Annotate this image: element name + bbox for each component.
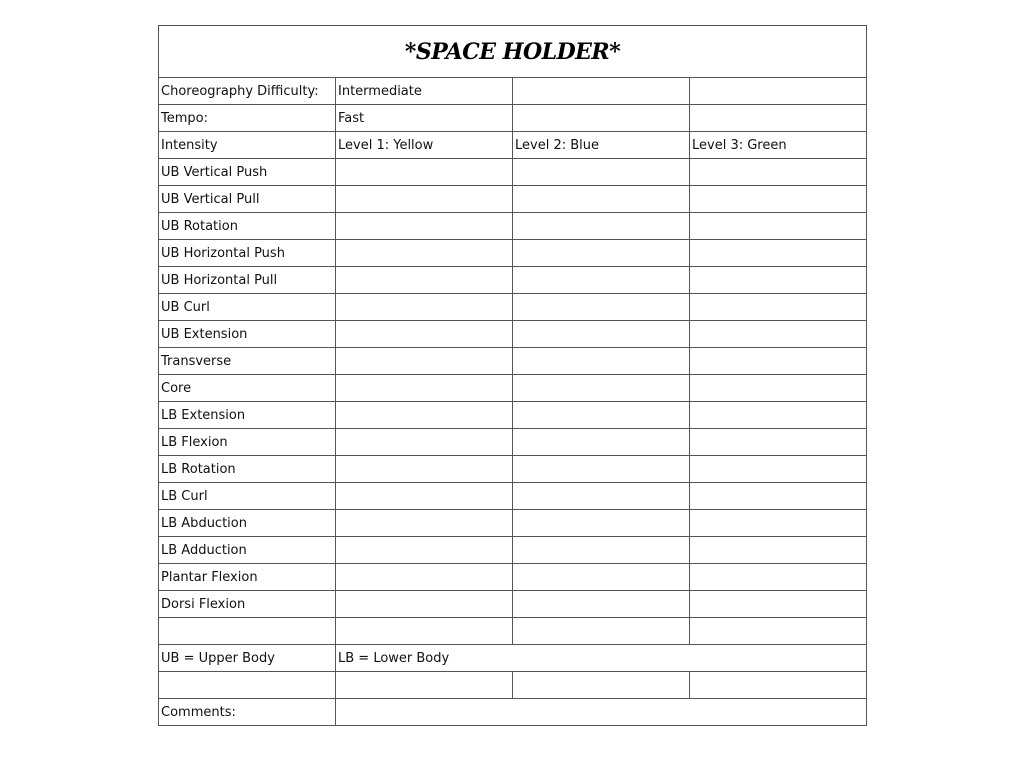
tempo-cell-4[interactable] [690,105,867,132]
movement-level-1-cell[interactable] [336,429,513,456]
movement-level-1-cell[interactable] [336,591,513,618]
movement-label: Plantar Flexion [159,564,336,591]
intensity-level-3: Level 3: Green [690,132,867,159]
movement-row [159,456,867,483]
movement-level-2-cell[interactable] [513,348,690,375]
movement-label: LB Extension [159,402,336,429]
choreography-table [158,25,867,726]
movement-level-1-cell[interactable] [336,321,513,348]
movement-level-2-cell[interactable] [513,240,690,267]
movement-level-2-cell[interactable] [513,213,690,240]
movement-level-3-cell[interactable] [690,510,867,537]
movement-row [159,240,867,267]
tempo-row [159,105,867,132]
movement-row [159,186,867,213]
title-row [159,26,867,78]
movement-row [159,348,867,375]
movement-level-3-cell[interactable] [690,402,867,429]
blank-cell[interactable] [690,618,867,645]
intensity-row [159,132,867,159]
movement-level-2-cell[interactable] [513,456,690,483]
movement-level-2-cell[interactable] [513,186,690,213]
movement-row [159,510,867,537]
intensity-level-2: Level 2: Blue [513,132,690,159]
movement-label: LB Adduction [159,537,336,564]
movement-label: LB Rotation [159,456,336,483]
movement-row [159,591,867,618]
blank-cell[interactable] [336,672,513,699]
legend-row [159,645,867,672]
movement-level-2-cell[interactable] [513,375,690,402]
movement-level-3-cell[interactable] [690,213,867,240]
legend-lower-body: LB = Lower Body [336,645,867,672]
movement-row [159,159,867,186]
movement-level-2-cell[interactable] [513,510,690,537]
movement-row [159,483,867,510]
movement-row [159,294,867,321]
movement-level-2-cell[interactable] [513,294,690,321]
movement-label: UB Horizontal Pull [159,267,336,294]
movement-label: LB Curl [159,483,336,510]
movement-level-1-cell[interactable] [336,564,513,591]
movement-level-2-cell[interactable] [513,483,690,510]
movement-row [159,375,867,402]
movement-row [159,537,867,564]
difficulty-value[interactable]: Intermediate [336,78,513,105]
blank-row [159,618,867,645]
blank-cell[interactable] [336,618,513,645]
blank-cell[interactable] [513,618,690,645]
movement-level-3-cell[interactable] [690,564,867,591]
tempo-value[interactable]: Fast [336,105,513,132]
movement-level-1-cell[interactable] [336,510,513,537]
movement-level-3-cell[interactable] [690,348,867,375]
movement-row [159,321,867,348]
movement-row [159,402,867,429]
movement-label: UB Rotation [159,213,336,240]
movement-level-3-cell[interactable] [690,429,867,456]
blank-row [159,672,867,699]
movement-level-1-cell[interactable] [336,375,513,402]
movement-level-1-cell[interactable] [336,537,513,564]
movement-level-2-cell[interactable] [513,267,690,294]
blank-cell[interactable] [159,618,336,645]
movement-label: LB Abduction [159,510,336,537]
workout-sheet [158,25,866,725]
intensity-label: Intensity [159,132,336,159]
movement-level-3-cell[interactable] [690,483,867,510]
movement-row [159,267,867,294]
intensity-level-1: Level 1: Yellow [336,132,513,159]
movement-label: UB Vertical Push [159,159,336,186]
movement-level-1-cell[interactable] [336,267,513,294]
movement-level-2-cell[interactable] [513,429,690,456]
movement-level-1-cell[interactable] [336,456,513,483]
movement-row [159,429,867,456]
comments-field[interactable] [336,699,867,726]
movement-label: Core [159,375,336,402]
difficulty-label: Choreography Difficulty: [159,78,336,105]
movement-label: Transverse [159,348,336,375]
movement-level-1-cell[interactable] [336,402,513,429]
blank-cell[interactable] [159,672,336,699]
movement-level-1-cell[interactable] [336,186,513,213]
movement-level-3-cell[interactable] [690,240,867,267]
movement-level-2-cell[interactable] [513,159,690,186]
movement-level-3-cell[interactable] [690,321,867,348]
movement-row [159,564,867,591]
movement-level-2-cell[interactable] [513,564,690,591]
movement-level-1-cell[interactable] [336,240,513,267]
movement-level-3-cell[interactable] [690,267,867,294]
sheet-title: *SPACE HOLDER* [159,26,867,78]
movement-label: UB Vertical Pull [159,186,336,213]
difficulty-row [159,78,867,105]
movement-level-1-cell[interactable] [336,483,513,510]
comments-label: Comments: [159,699,336,726]
movement-level-1-cell[interactable] [336,294,513,321]
blank-cell[interactable] [690,672,867,699]
movement-label: Dorsi Flexion [159,591,336,618]
movement-level-3-cell[interactable] [690,375,867,402]
difficulty-cell-3[interactable] [513,78,690,105]
movement-level-2-cell[interactable] [513,402,690,429]
tempo-label: Tempo: [159,105,336,132]
movement-level-3-cell[interactable] [690,186,867,213]
movement-level-3-cell[interactable] [690,456,867,483]
movement-label: UB Horizontal Push [159,240,336,267]
movement-level-2-cell[interactable] [513,537,690,564]
legend-upper-body: UB = Upper Body [159,645,336,672]
difficulty-cell-4[interactable] [690,78,867,105]
movement-level-2-cell[interactable] [513,321,690,348]
movement-label: UB Extension [159,321,336,348]
movement-level-3-cell[interactable] [690,591,867,618]
movement-level-1-cell[interactable] [336,159,513,186]
movement-level-1-cell[interactable] [336,213,513,240]
movement-level-3-cell[interactable] [690,159,867,186]
movement-level-3-cell[interactable] [690,537,867,564]
movement-row [159,213,867,240]
movement-level-2-cell[interactable] [513,591,690,618]
movement-label: UB Curl [159,294,336,321]
movement-rows [159,159,867,618]
blank-cell[interactable] [513,672,690,699]
movement-level-1-cell[interactable] [336,348,513,375]
movement-label: LB Flexion [159,429,336,456]
comments-row [159,699,867,726]
movement-level-3-cell[interactable] [690,294,867,321]
tempo-cell-3[interactable] [513,105,690,132]
